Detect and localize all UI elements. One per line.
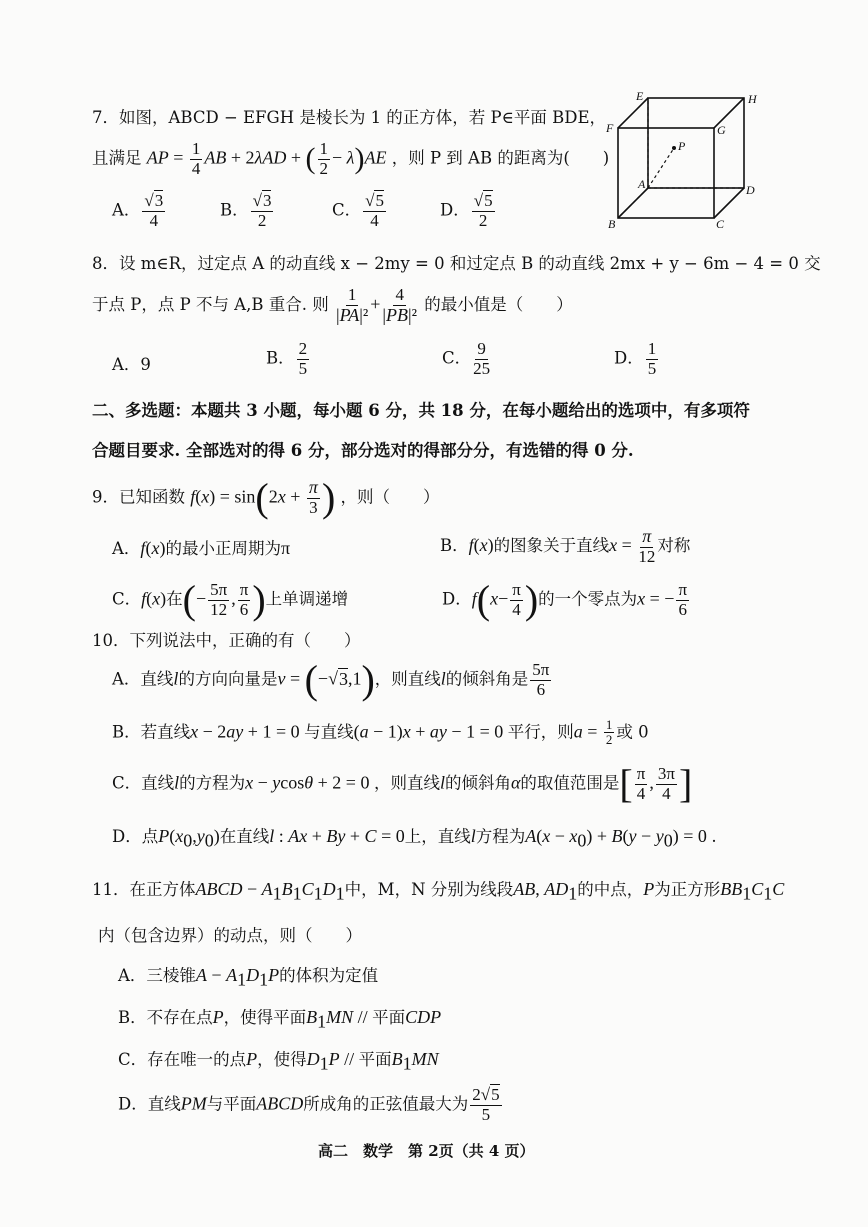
q11-line1: 11．在正方体ABCD − $A_1B_1C_1D_1$中，M，N 分别为线段AB, $AD_1$的中点，P为正方形$BB_1C_1C$: [92, 879, 785, 904]
q11-line2: 内（包含边界）的动点，则（ ）: [98, 926, 362, 945]
q8-option-d: D． $\frac{1}{5}$: [614, 339, 657, 378]
label-h: H: [748, 92, 757, 106]
q8-line1: 8．设 m∈R，过定点 A 的动直线 x − 2my = 0 和过定点 B 的动直线 2mx + y − 6m − 4 = 0 交: [92, 254, 821, 273]
label-p: P: [678, 139, 686, 153]
q11-option-c: C．存在唯一的点P，使得$D_1P$ // 平面$B_1MN$: [118, 1049, 439, 1074]
label-g: G: [717, 123, 726, 137]
section2-line1: 二、多选题：本题共 3 小题，每小题 6 分，共 18 分，在每小题给出的选项中，有多项符: [92, 401, 750, 420]
q10-option-d: D．点$P(x_0,y_0)$在直线l : Ax + By + C = 0上，直线l方程为$A(x - x_0) + B(y - y_0) = 0$ .: [112, 826, 717, 851]
q10-option-a: A．直线l的方向向量是v = (−√3,1)，则直线l的倾斜角是 $\frac{5\pi}{6}$: [112, 657, 550, 702]
q7-option-b: B． $\frac{√3}{2}$: [220, 191, 272, 230]
q7-line2: 且满足 AP = $\frac{1}{4}$ AB + 2λAD + ( $\frac{1}{2}$ − λ)AE ，则 P 到 AB 的距离为( ): [92, 139, 610, 178]
q8-option-b: B． $\frac{2}{5}$: [266, 339, 308, 378]
cube-figure: [600, 88, 770, 233]
q9-stem: 9．已知函数 f(x) = sin(2x + $\frac{\pi}{3}$ ) ，则（ ）: [92, 475, 440, 520]
q8-option-a: A．9: [112, 355, 151, 374]
label-a: A: [638, 177, 646, 191]
label-e: E: [636, 89, 644, 103]
q9-option-c: C．f(x)在(− $\frac{5\pi}{12}$ , $\frac{\pi}{6}$ )上单调递增: [112, 577, 349, 622]
page-footer: 高二 数学 第 2页（共 4 页）: [318, 1142, 535, 1160]
q10-option-c: C．直线l的方程为x − ycosθ + 2 = 0 ，则直线l的倾斜角α的取值范围是[ $\frac{\pi}{4}$ , $\frac{3\pi}{4}$ ]: [112, 761, 693, 806]
q9-option-d: D．f(x− $\frac{\pi}{4}$ )的一个零点为x = − $\frac{\pi}{6}$: [442, 577, 688, 622]
label-d: D: [746, 183, 755, 197]
section2-line2: 合题目要求. 全部选对的得 6 分，部分选对的得部分分，有选错的得 0 分.: [92, 441, 634, 460]
q11-option-d: D．直线PM与平面ABCD所成角的正弦值最大为 $\frac{2√5}{5}$: [118, 1085, 500, 1124]
q9-option-a: A．f(x)的最小正周期为π: [112, 538, 291, 558]
q11-option-a: A．三棱锥$A - A_1D_1P$的体积为定值: [118, 965, 379, 990]
label-c: C: [716, 217, 725, 231]
q8-option-c: C． $\frac{9}{25}$: [442, 339, 491, 378]
q9-option-b: B．f(x)的图象关于直线x = $\frac{\pi}{12}$ 对称: [440, 526, 691, 566]
q10-stem: 10．下列说法中，正确的有（ ）: [92, 631, 361, 650]
label-b: B: [608, 217, 616, 231]
q11-option-b: B．不存在点P，使得平面$B_1MN$ // 平面CDP: [118, 1007, 442, 1032]
q7-option-d: D． $\frac{√5}{2}$: [440, 191, 493, 230]
q7-option-c: C． $\frac{√5}{4}$: [332, 191, 384, 230]
q7-line1: 7．如图，ABCD − EFGH 是棱长为 1 的正方体，若 P∈平面 BDE，: [92, 108, 607, 127]
q7-option-a: A． $\frac{√3}{4}$: [112, 191, 164, 230]
q10-option-b: B．若直线x − 2ay + 1 = 0 与直线(a − 1)x + ay − 1 = 0 平行，则a = $\frac{1}{2}$ 或 0: [112, 717, 649, 748]
label-f: F: [606, 121, 614, 135]
q8-line2: 于点 P，点 P 不与 A,B 重合. 则 $\frac{1}{\text{|PA|²}}$ + $\frac{4}{\text{|PB|²}}$ 的最小值是（ ）: [92, 285, 573, 325]
point-p: [672, 146, 676, 150]
